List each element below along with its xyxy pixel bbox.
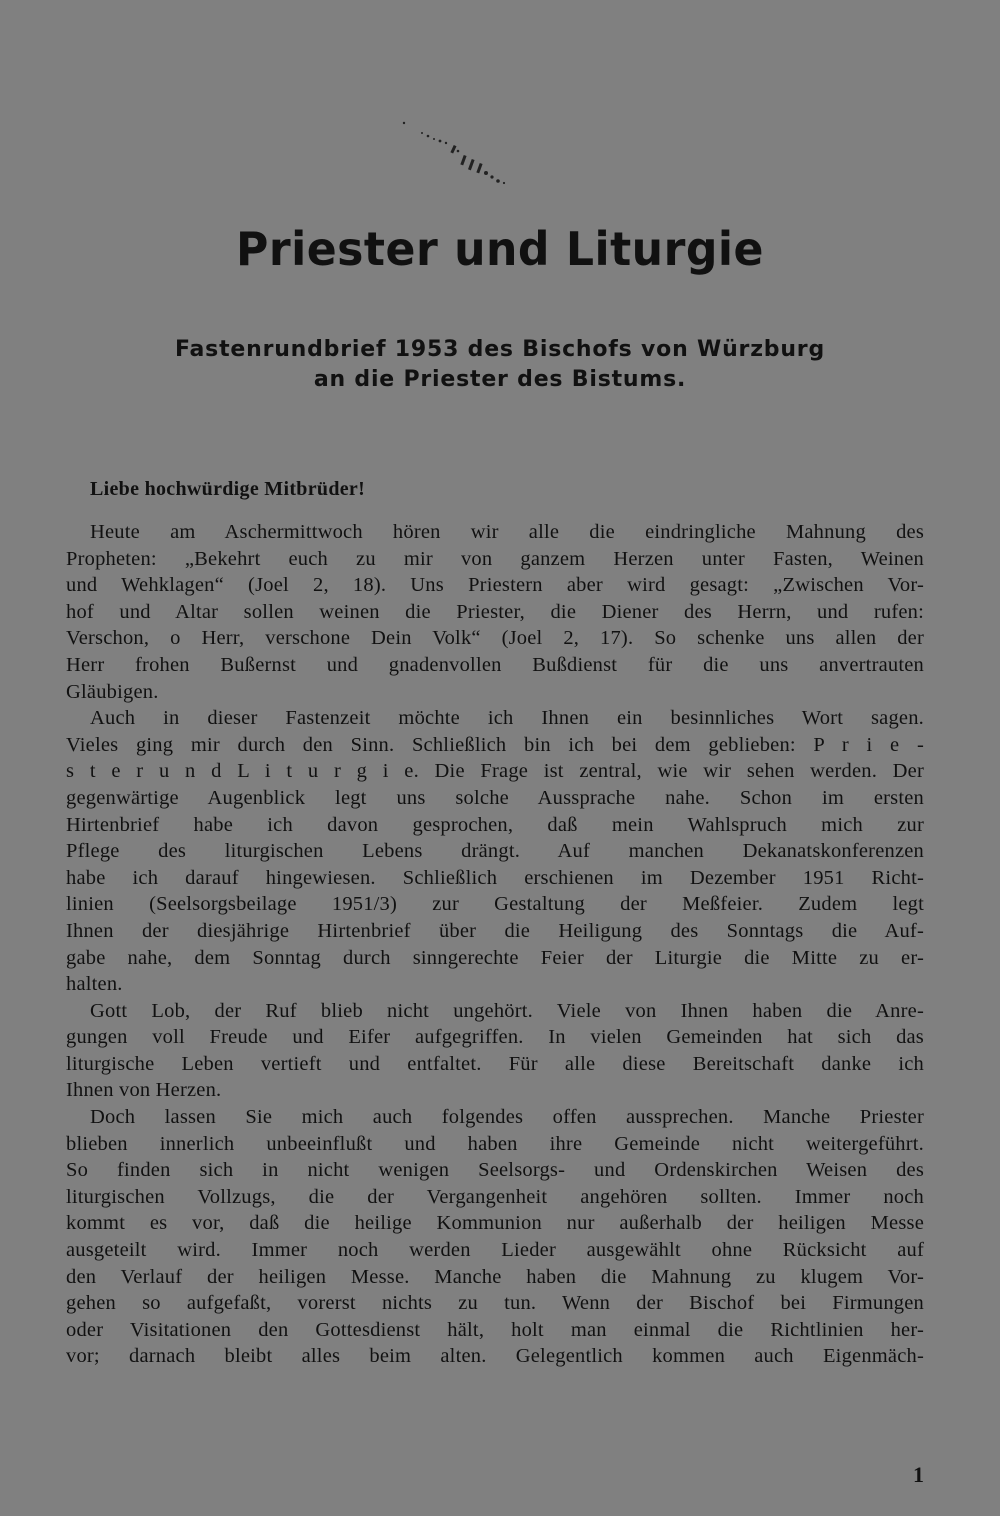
salutation: Liebe hochwürdige Mitbrüder! <box>90 478 366 500</box>
text-line: linien (Seelsorgsbeilage 1951/3) zur Gestaltung der Meßfeier. Zudem legt <box>66 893 924 916</box>
text-line: Herr frohen Bußernst und gnadenvollen Bußdienst für die uns anvertrauten <box>66 653 924 676</box>
text-line: gegenwärtige Augenblick legt uns solche Aussprache nahe. Schon im ersten <box>66 786 924 809</box>
text-line: Vieles ging mir durch den Sinn. Schließlich bin ich bei dem geblieben: P r i e - <box>66 733 924 756</box>
text-line: Ihnen der diesjährige Hirtenbrief über die Heiligung des Sonntags die Auf- <box>66 919 924 942</box>
subtitle-line: Fastenrundbrief 1953 des Bischofs von Würzburg <box>174 337 826 362</box>
text-line: Verschon, o Herr, verschone Dein Volk“ (Joel 2, 17). So schenke uns allen der <box>66 627 924 650</box>
text-line: gehen so aufgefaßt, vorerst nichts zu tun. Wenn der Bischof bei Firmungen <box>66 1292 924 1315</box>
document-subtitle <box>0 335 1000 395</box>
text-line: vor; darnach bleibt alles beim alten. Gelegentlich kommen auch Eigenmäch- <box>66 1345 924 1368</box>
text-line: Propheten: „Bekehrt euch zu mir von ganzem Herzen unter Fasten, Weinen <box>66 547 924 570</box>
letter-body <box>66 519 924 1370</box>
text-line: Hirtenbrief habe ich davon gesprochen, daß mein Wahlspruch mich zur <box>66 813 924 836</box>
text-line: hof und Altar sollen weinen die Priester, die Diener des Herrn, und rufen: <box>66 600 924 623</box>
text-line: Auch in dieser Fastenzeit möchte ich Ihnen ein besinnliches Wort sagen. <box>90 707 924 730</box>
text-line: und Wehklagen“ (Joel 2, 18). Uns Priestern aber wird gesagt: „Zwischen Vor- <box>66 574 924 597</box>
text-line: den Verlauf der heiligen Messe. Manche haben die Mahnung zu klugem Vor- <box>66 1265 924 1288</box>
text-line: gabe nahe, dem Sonntag durch sinngerechte Feier der Liturgie die Mitte zu er- <box>66 946 924 969</box>
text-line: Heute am Aschermittwoch hören wir alle die eindringliche Mahnung des <box>90 521 924 543</box>
text-line: liturgischen Vollzugs, die der Vergangenheit angehören sollten. Immer noch <box>66 1185 924 1208</box>
text-line: blieben innerlich unbeeinflußt und haben ihre Gemeinde nicht weitergeführt. <box>66 1132 924 1155</box>
text-line: kommt es vor, daß die heilige Kommunion nur außerhalb der heiligen Messe <box>66 1212 924 1235</box>
text-line: Pflege des liturgischen Lebens drängt. Auf manchen Dekanatskonferenzen <box>66 840 924 863</box>
text-line: Gläubigen. <box>66 680 159 703</box>
text-line: ausgeteilt wird. Immer noch werden Lieder ausgewählt ohne Rücksicht auf <box>66 1239 924 1262</box>
page-number: 1 <box>913 1462 924 1487</box>
subtitle-line: an die Priester des Bistums. <box>313 367 687 392</box>
text-line: halten. <box>66 973 123 996</box>
scan-artifact-mark <box>400 115 530 195</box>
text-line: Doch lassen Sie mich auch folgendes offen aussprechen. Manche Priester <box>90 1106 924 1129</box>
text-line: So finden sich in nicht wenigen Seelsorgs- und Ordenskirchen Weisen des <box>66 1159 924 1182</box>
document-title: Priester und Liturgie <box>236 222 764 276</box>
text-line: oder Visitationen den Gottesdienst hält, holt man einmal die Richtlinien her- <box>66 1318 924 1341</box>
text-line: habe ich darauf hingewiesen. Schließlich erschienen im Dezember 1951 Richt- <box>66 866 924 889</box>
text-line: Gott Lob, der Ruf blieb nicht ungehört. Viele von Ihnen haben die Anre- <box>90 999 924 1022</box>
text-line: Ihnen von Herzen. <box>66 1079 222 1102</box>
text-line: s t e r u n d L i t u r g i e. Die Frage ist zentral, wie wir sehen werden. Der <box>66 760 924 783</box>
text-line: liturgische Leben vertieft und entfaltet. Für alle diese Bereitschaft danke ich <box>66 1052 924 1075</box>
text-line: gungen voll Freude und Eifer aufgegriffen. In vielen Gemeinden hat sich das <box>66 1026 924 1049</box>
